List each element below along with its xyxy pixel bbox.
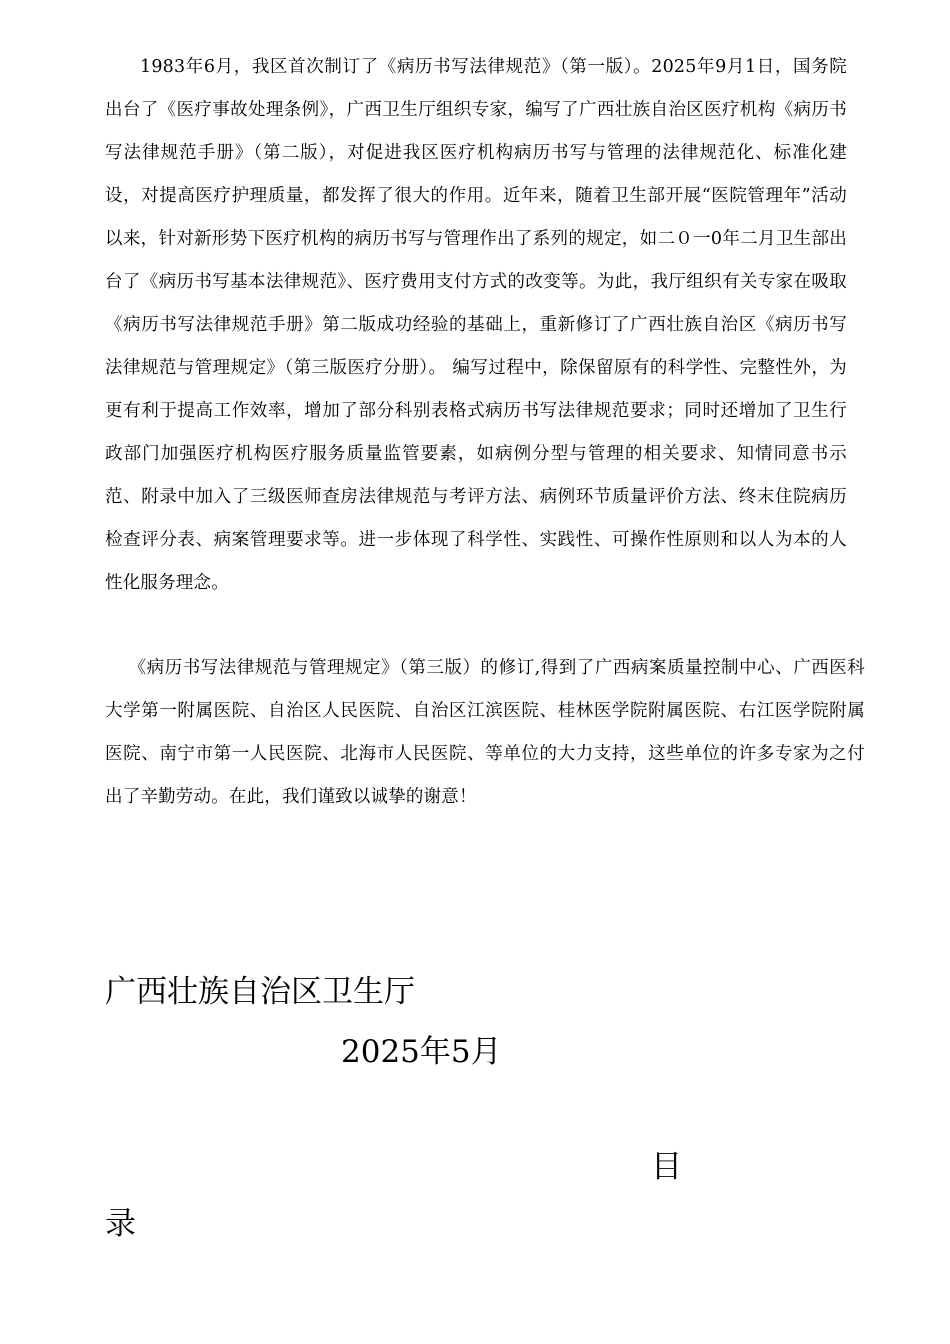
toc-heading-part-1: 目	[651, 1149, 682, 1185]
signature-organization: 广西壮族自治区卫生厅	[105, 974, 415, 1010]
signature-date: 2025年5月	[341, 1034, 502, 1070]
toc-heading-part-2: 录	[105, 1206, 136, 1242]
preface-paragraph-1: 1983年6月，我区首次制订了《病历书写法律规范》（第一版）。2025年9月1日，国务院出台了《医疗事故处理条例》，广西卫生厅组织专家，编写了广西壮族自治区医疗机构《病历书写法律规范手册》（第二版），对促进我区医疗机构病历书写与管理的法律规范化、标准化建设，对提高医疗护理质量，都发挥了很大的作用。近年来，随着卫生部开展“医院管理年”活动以来，针对新形势下医疗机构的病历书写与管理作出了系列的规定，如二０一0年二月卫生部出台了《病历书写基本法律规范》、医疗费用支付方式的改变等。为此，我厅组织有关专家在吸取《病历书写法律规范手册》第二版成功经验的基础上，重新修订了广西壮族自治区《病历书写法律规范与管理规定》（第三版医疗分册）。 编写过程中，除保留原有的科学性、完整性外，为更有利于提高工作效率，增加了部分科别表格式病历书写法律规范要求；同时还增加了卫生行政部门加强医疗机构医疗服务质量监管要素，如病例分型与管理的相关要求、知情同意书示范、附录中加入了三级医师查房法律规范与考评方法、病例环节质量评价方法、终末住院病历检查评分表、病案管理要求等。进一步体现了科学性、实践性、可操作性原则和以人为本的人性化服务理念。	[105, 57, 847, 593]
preface-paragraph-2: 《病历书写法律规范与管理规定》（第三版）的修订,得到了广西病案质量控制中心、广西医科大学第一附属医院、自治区人民医院、自治区江滨医院、桂林医学院附属医院、右江医学院附属医院、南宁市第一人民医院、北海市人民医院、等单位的大力支持，这些单位的许多专家为之付出了辛勤劳动。在此，我们谨致以诚挚的谢意！	[105, 658, 865, 807]
